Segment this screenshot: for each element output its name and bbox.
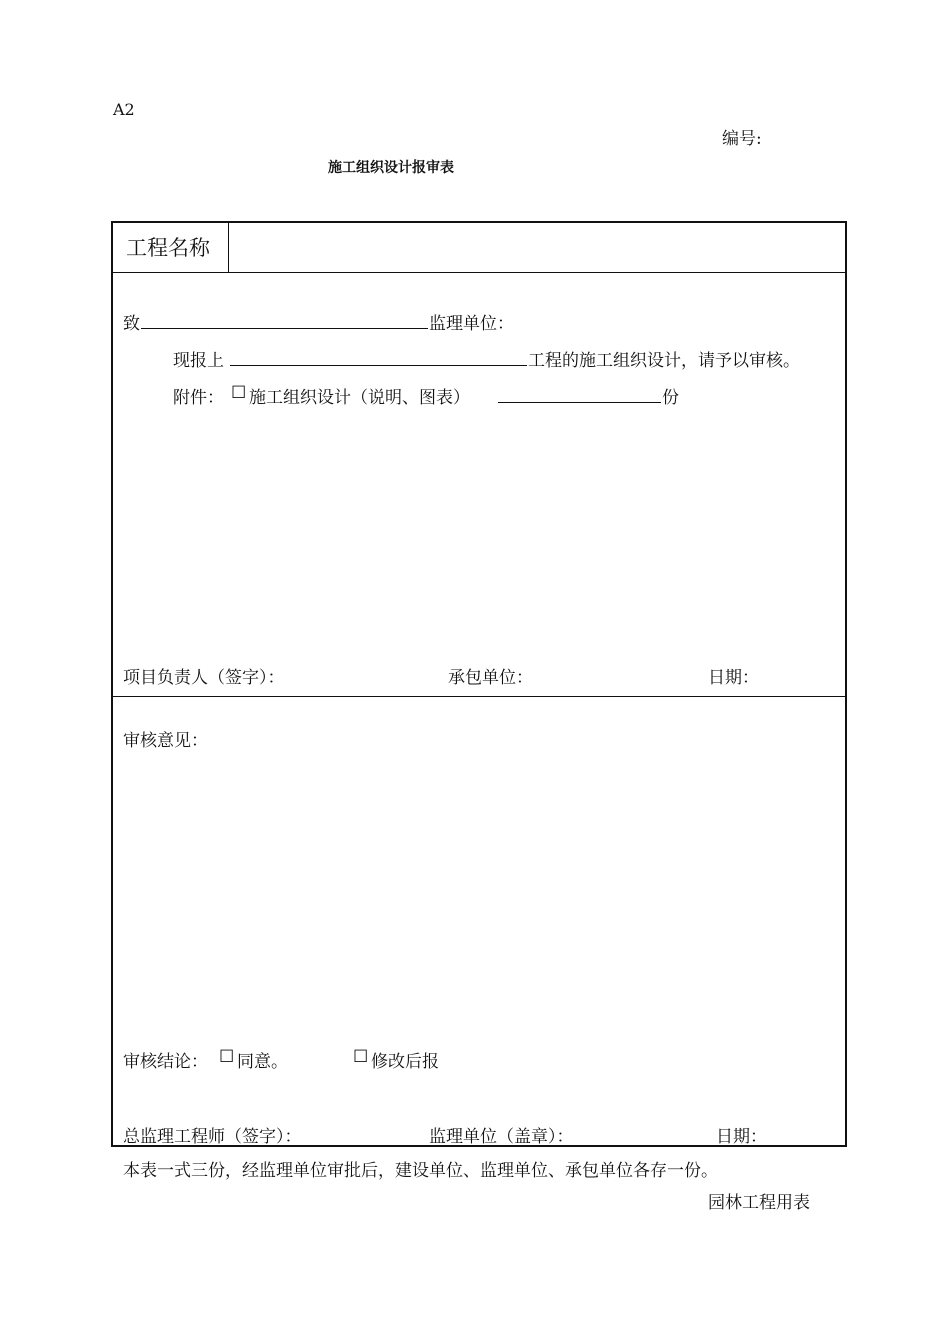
report-prefix: 现报上	[173, 351, 224, 371]
revise-checkbox[interactable]: ☐	[353, 1047, 369, 1067]
attachment-unit: 份	[662, 388, 679, 408]
review-date-label: 日期：	[716, 1127, 767, 1147]
row-divider-1	[113, 272, 845, 273]
row-divider-2	[113, 696, 845, 697]
revise-option-label: 修改后报	[371, 1052, 439, 1072]
project-name-label: 工程名称	[126, 236, 210, 260]
to-suffix: 监理单位：	[429, 314, 514, 334]
supervisor-seal-label: 监理单位（盖章）：	[429, 1127, 574, 1147]
footer-note: 本表一式三份，经监理单位审批后，建设单位、监理单位、承包单位各存一份。	[123, 1161, 718, 1181]
pm-sign-label: 项目负责人（签字）：	[123, 668, 285, 688]
number-label: 编号:	[722, 129, 762, 149]
attachment-item: 施工组织设计（说明、图表）	[249, 388, 470, 408]
form-code: A2	[113, 100, 135, 119]
name-cell-divider	[228, 223, 229, 273]
project-name-field[interactable]	[240, 236, 830, 262]
project-blank[interactable]	[230, 365, 527, 366]
attachment-prefix: 附件：	[173, 388, 224, 408]
report-suffix: 工程的施工组织设计，请予以审核。	[528, 351, 800, 371]
review-opinion-label: 审核意见：	[123, 731, 208, 751]
to-prefix: 致	[123, 314, 140, 334]
agree-option-label: 同意。	[237, 1052, 288, 1072]
page-title: 施工组织设计报审表	[328, 160, 454, 176]
attachment-checkbox[interactable]: ☐	[231, 383, 247, 403]
engineer-sign-label: 总监理工程师（签字）：	[123, 1127, 302, 1147]
date-label: 日期：	[708, 668, 759, 688]
supervisor-unit-blank[interactable]	[141, 328, 428, 329]
attachment-count-blank[interactable]	[498, 402, 661, 403]
form-source: 园林工程用表	[708, 1193, 810, 1213]
agree-checkbox[interactable]: ☐	[219, 1047, 235, 1067]
review-conclusion-label: 审核结论：	[123, 1052, 208, 1072]
contractor-label: 承包单位：	[448, 668, 533, 688]
